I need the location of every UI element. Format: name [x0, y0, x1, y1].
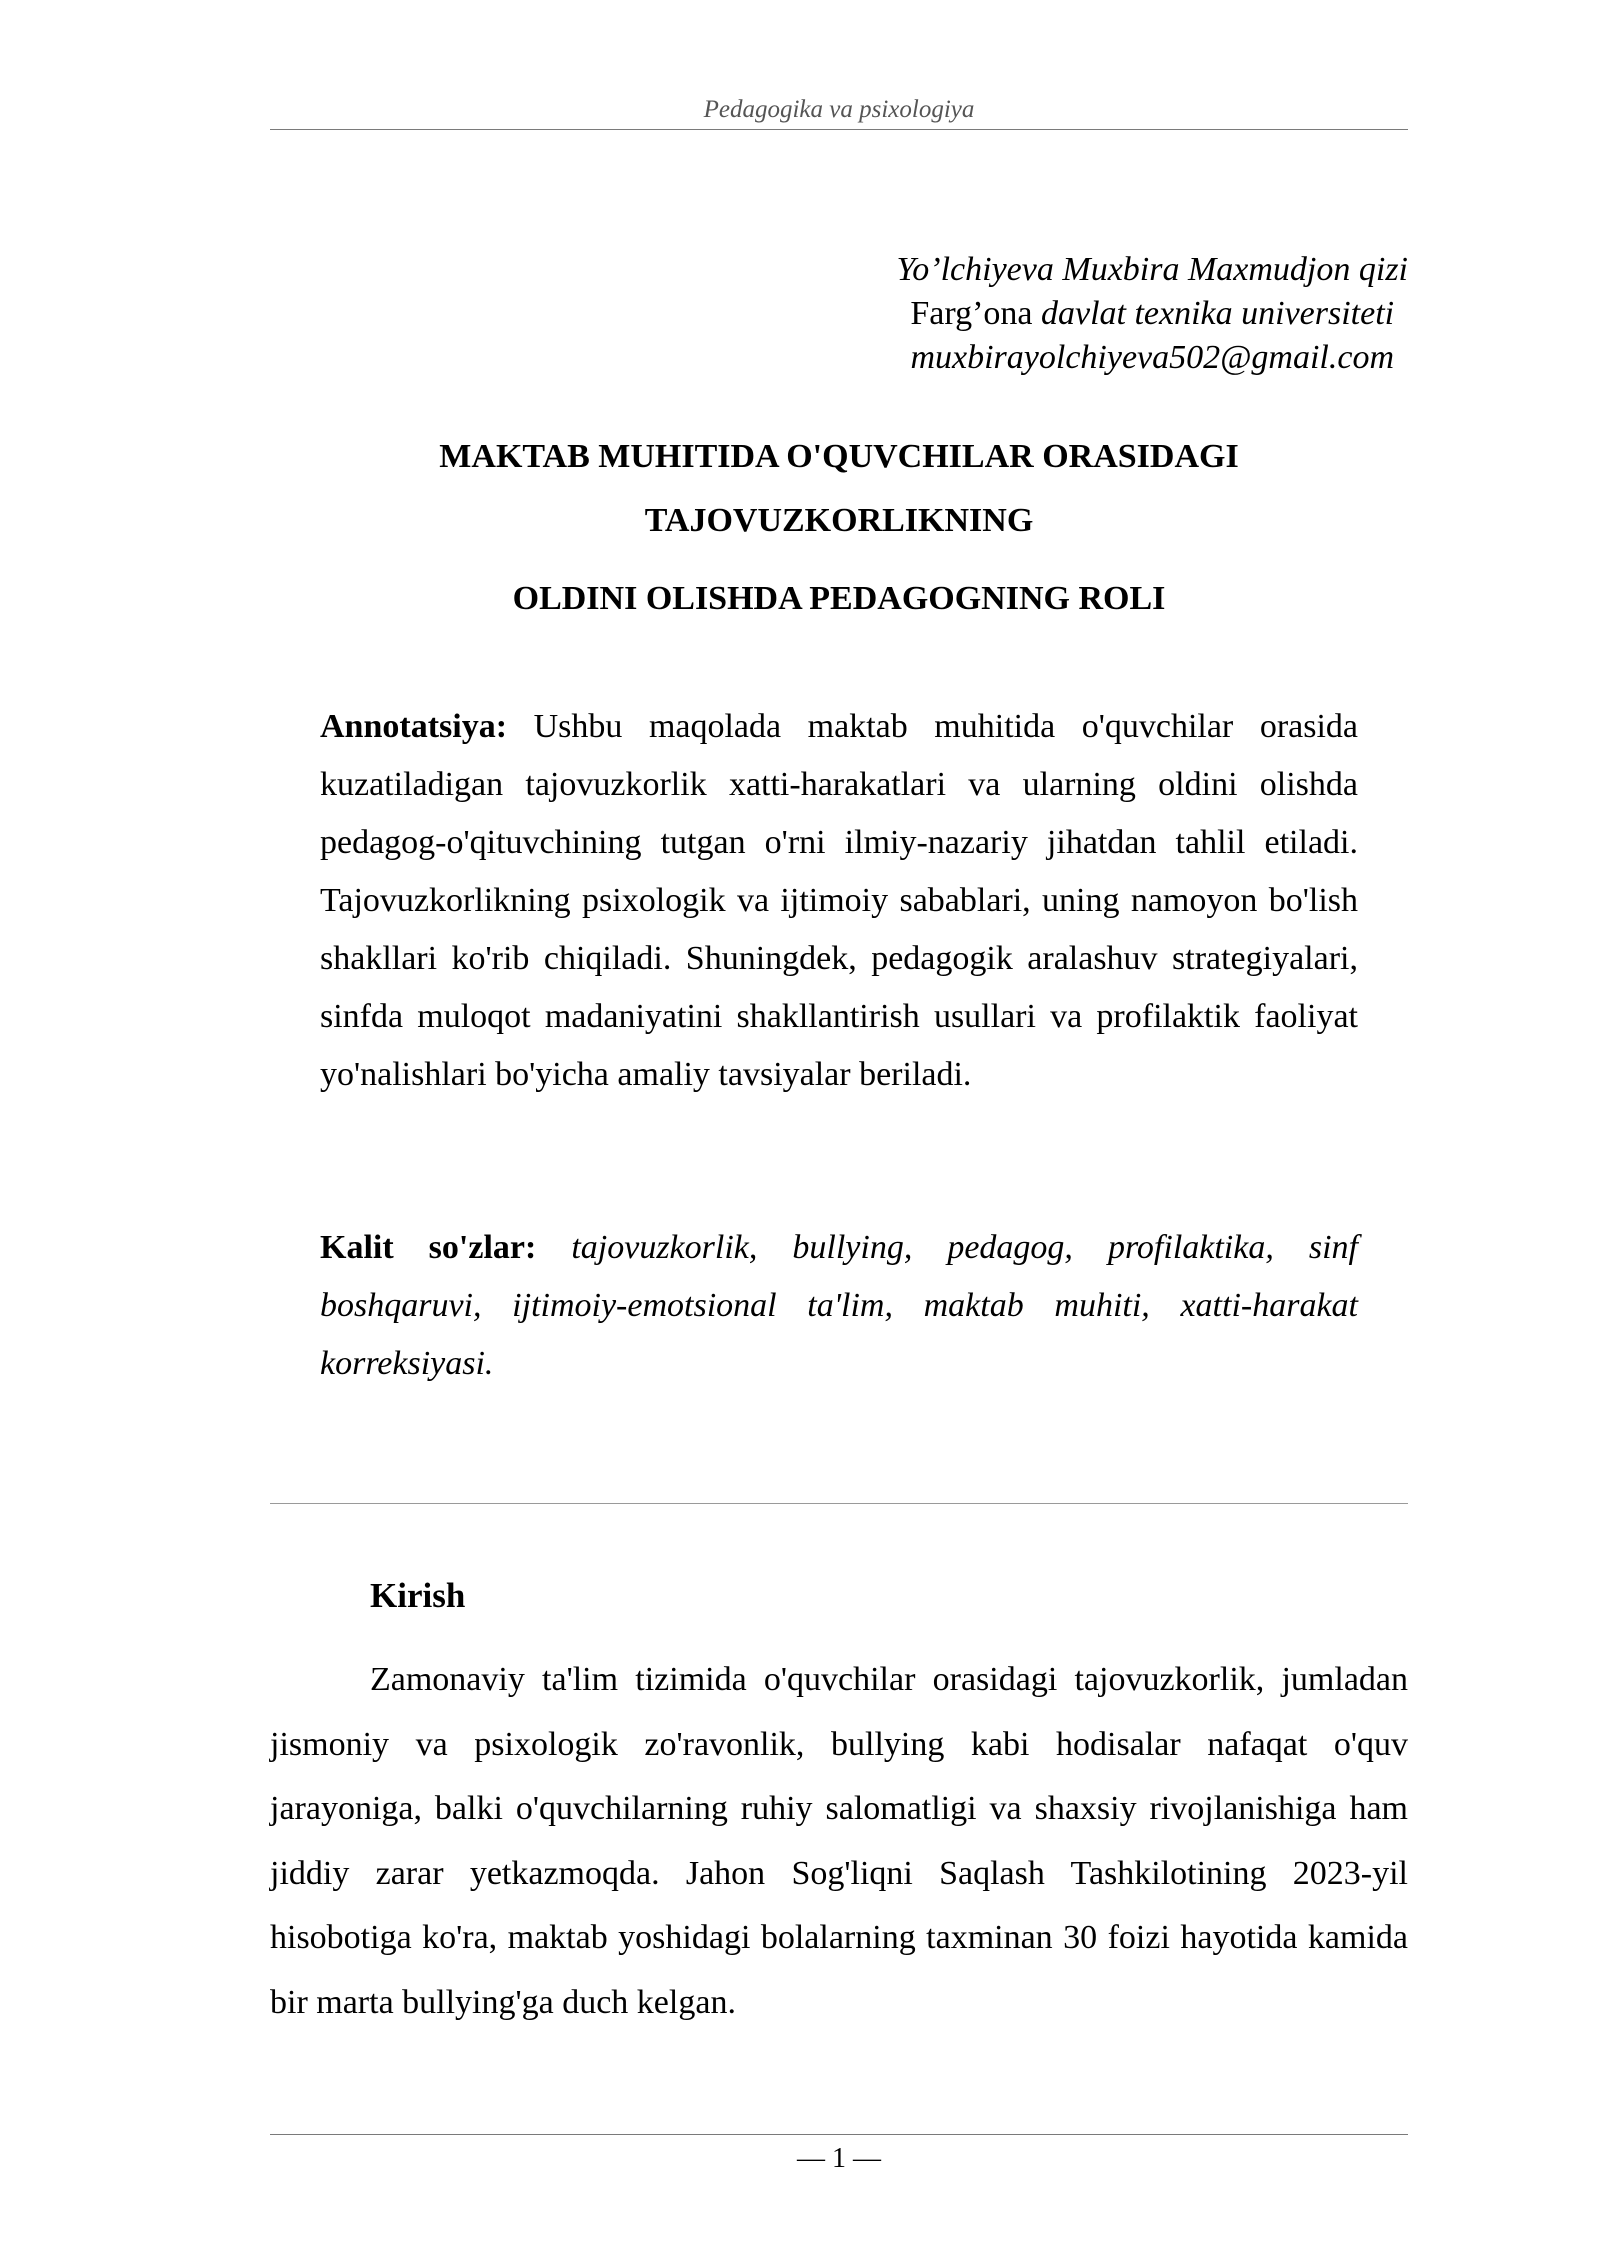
abstract-text: Ushbu maqolada maktab muhitida o'quvchilar orasida kuzatiladigan tajovuzkorlik xatti-harakatlari va ularning oldini olishda pedagog-o'qituvchining tutgan o'rni ilmiy-nazariy jihatdan tahlil etiladi. Tajovuzkorlikning psixologik va ijtimoiy sabablari, uning namoyon bo'lish shakllari ko'rib chiqiladi. Shuningdek, pedagogik aralashuv strategiyalari, sinfda muloqot madaniyatini shakllantirish usullari va profilaktik faoliyat yo'nalishlari bo'yicha amaliy tavsiyalar beriladi. [320, 708, 1358, 1093]
author-email: muxbirayolchiyeva502@gmail.com [910, 339, 1395, 376]
page-number: — 1 — [797, 2143, 881, 2174]
running-header: Pedagogika va psixologiya [703, 96, 975, 123]
section-divider [270, 1503, 1408, 1504]
keywords [320, 1219, 1358, 1393]
article-title-line-1: MAKTAB MUHITIDA O'QUVCHILAR ORASIDAGI [439, 438, 1239, 475]
keywords-label: Kalit so'zlar: [320, 1229, 537, 1266]
author-name: Yo’lchiyeva Muxbira Maxmudjon qizi [896, 251, 1408, 288]
abstract-label: Annotatsiya: [320, 708, 508, 745]
abstract [320, 698, 1358, 1104]
footer-rule [270, 2134, 1408, 2135]
article-title-line-2: TAJOVUZKORLIKNING [644, 502, 1034, 539]
section-heading-introduction: Kirish [370, 1576, 466, 1615]
author-block [897, 248, 1409, 380]
affiliation-university: davlat texnika universiteti [1041, 295, 1395, 332]
affiliation-city: Farg’ona [910, 295, 1033, 332]
article-title-line-3: OLDINI OLISHDA PEDAGOGNING ROLI [512, 580, 1166, 617]
author-affiliation [897, 292, 1409, 336]
introduction-paragraph: Zamonaviy ta'lim tizimida o'quvchilar orasidagi tajovuzkorlik, jumladan jismoniy va psixologik zo'ravonlik, bullying kabi hodisalar nafaqat o'quv jarayoniga, balki o'quvchilarning ruhiy salomatligi va shaxsiy rivojlanishiga ham jiddiy zarar yetkazmoqda. Jahon Sog'liqni Saqlash Tashkilotining 2023-yil hisobotiga ko'ra, maktab yoshidagi bolalarning taxminan 30 foizi hayotida kamida bir marta bullying'ga duch kelgan. [270, 1661, 1408, 2021]
keywords-terms: tajovuzkorlik, bullying, pedagog, profilaktika, sinf boshqaruvi, ijtimoiy-emotsional ta'lim, maktab muhiti, xatti-harakat korreksiyasi. [320, 1229, 1358, 1382]
header-rule [270, 129, 1408, 130]
